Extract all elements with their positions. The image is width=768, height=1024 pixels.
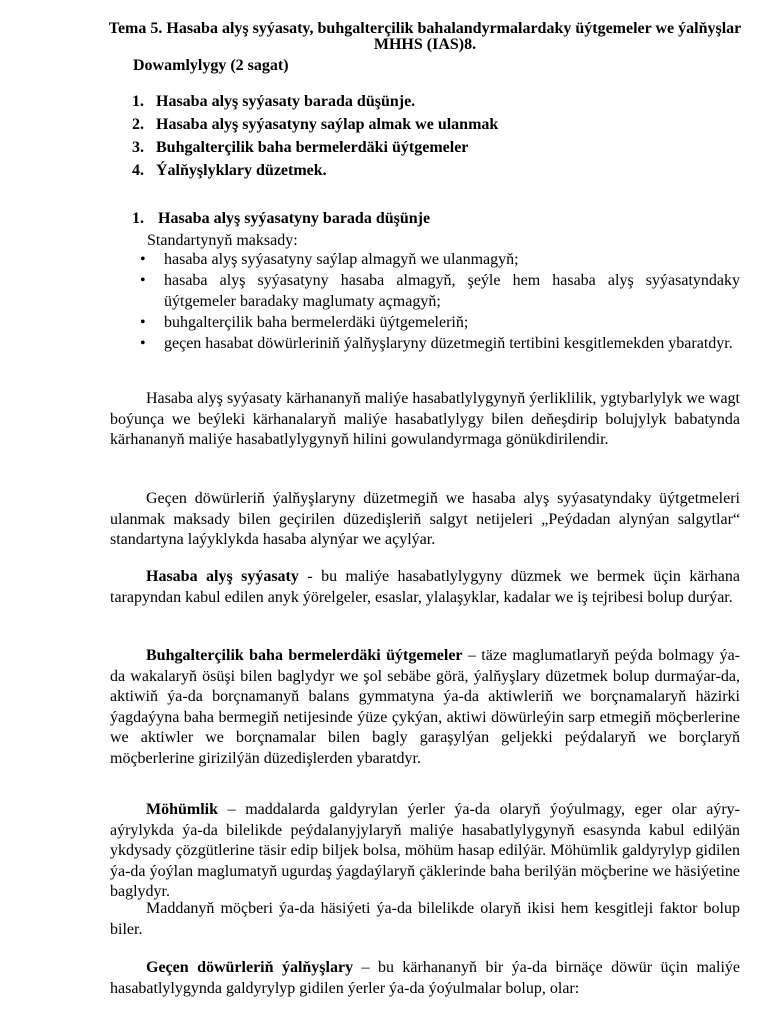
toc-item: 3. Buhgalterçilik baha bermelerdäki üýtgemeler xyxy=(132,139,469,156)
page-title: Tema 5. Hasaba alyş syýasaty, buhgalterçilik bahalandyrmalardaky üýtgemeler we ýalňyşlar MHHS (IAS)8. xyxy=(108,20,742,53)
paragraph: Hasaba alyş syýasaty - bu maliýe hasabatlylygyny düzmek we bermek üçin kärhana tarapyndan kabul edilen anyk ýörelgeler, esaslar, ylalaşyklar, kadalar we iş tejribesi bolup durýar. xyxy=(110,568,740,606)
list-item: • hasaba alyş syýasatyny hasaba almagyň, şeýle hem hasaba alyş syýasatyndaky üýtgemeler baradaky maglumaty açmagyň; xyxy=(140,270,740,312)
list-item: • hasaba alyş syýasatyny saýlap almagyň we ulanmagyň; xyxy=(140,249,740,270)
term: Buhgalterçilik baha bermelerdäki üýtgemeler xyxy=(146,647,463,664)
duration-label: Dowamlylygy (2 sagat) xyxy=(133,57,289,74)
paragraph: Buhgalterçilik baha bermelerdäki üýtgemeler – täze maglumatlaryň peýda bolmagy ýa-da wakalaryň ösüşi bilen baglydyr we şol sebäbe görä, ýalňyşlary düzetmek bolup durmaýar-da, aktiwiň ýa-da borçnamanyň balans gymmatyna ýa-da aktiwleriň we borçnamalaryň häzirki ýagdaýyna baha bermegiň netijesinde ýüze çykýan, aktiwi döwürleýin sarp etmegiň möçberlerine we aktiwler we borçnamalar bilen bagly garaşylýan geljekki peýdalaryň we borçlaryň möçberlerine girizilýän düzedişlerden ybaratdyr. xyxy=(110,647,741,767)
paragraph: Möhümlik – maddalarda galdyrylan ýerler ýa-da olaryň ýoýulmagy, eger olar aýry-aýrylykda ýa-da bilelikde peýdalanyjylaryň maliýe hasabatlylygynyň esasynda kabul edilýän ykdysady çözgütlerine täsir edip biljek bolsa, möhüm hasap edilýär. Möhümlik galdyrylyp gidilen ýa-da ýoýlan maglumatyň ugurdaş ýagdaýlaryň çäklerinde baha berilýän möçberine we häsiýetine baglydyr. xyxy=(110,801,740,900)
toc-item: 2. Hasaba alyş syýasatyny saýlap almak we ulanmak xyxy=(132,116,499,133)
paragraph: Hasaba alyş syýasaty kärhananyň maliýe hasabatlylygynyň ýerliklilik, ygtybarlylyk we wagt boýunça we beýleki kärhanalaryň maliýe hasabatlylygy bilen deňeşdirip bolujylyk babatynda kärhananyň maliýe hasabatlylygynyň hilini gowulandyrmaga gönükdirilendir. xyxy=(110,390,740,448)
term: Hasaba alyş syýasaty xyxy=(146,568,299,585)
toc-item: 1. Hasaba alyş syýasaty barada düşünje. xyxy=(132,93,416,110)
paragraph: Maddanyň möçberi ýa-da häsiýeti ýa-da bilelikde olaryň ikisi hem kesgitleji faktor bolup biler. xyxy=(110,900,740,938)
paragraph: Geçen döwürleriň ýalňyşlary – bu kärhananyň bir ýa-da birnäçe döwür üçin maliýe hasabatlylygynda galdyrylyp gidilen ýerler ýa-da ýoýulmalar bolup, olar: xyxy=(110,959,741,997)
list-item: • buhgalterçilik baha bermelerdäki üýtgemeleriň; xyxy=(140,312,740,333)
section-heading: 1. Hasaba alyş syýasatyny barada düşünje xyxy=(132,210,431,227)
term: Geçen döwürleriň ýalňyşlary xyxy=(146,959,354,976)
table-of-contents xyxy=(132,90,498,182)
list-item: • geçen hasabat döwürleriniň ýalňyşlaryny düzetmegiň tertibini kesgitlemekden ybaratdyr. xyxy=(140,333,740,354)
purpose-list xyxy=(140,249,740,354)
toc-item: 4. Ýalňyşlyklary düzetmek. xyxy=(132,162,327,179)
paragraph: Geçen döwürleriň ýalňyşlaryny düzetmegiň we hasaba alyş syýasatyndaky üýtgetmeleri ulanmak maksady bilen geçirilen düzedişleriň salgyt netijeleri „Peýdadan alynýan salgytlar“ standartyna laýyklykda hasaba alynýar we açylýar. xyxy=(110,490,740,548)
term: Möhümlik xyxy=(146,801,219,818)
purpose-label: Standartynyň maksady: xyxy=(147,232,298,249)
